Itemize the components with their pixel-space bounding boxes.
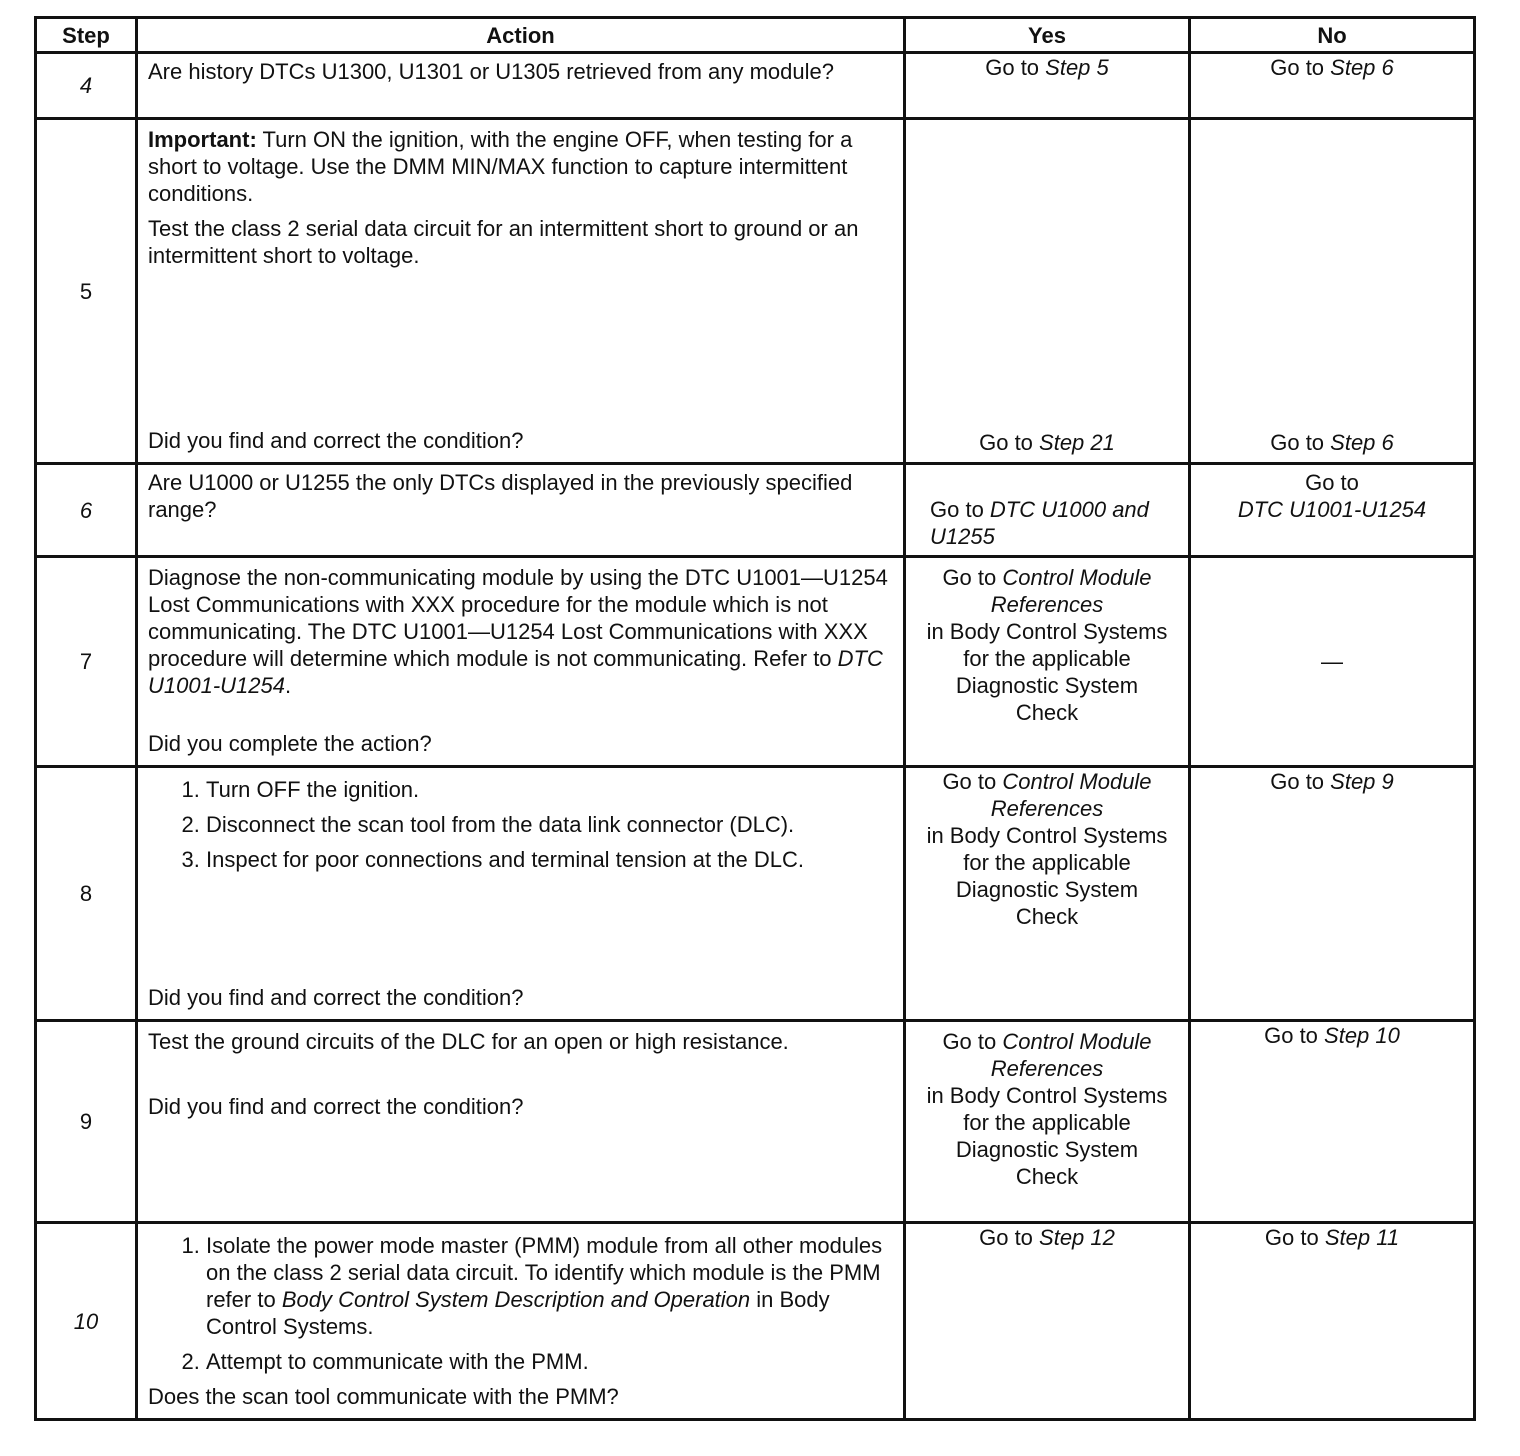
no-goto: Go to Step 9 (1270, 769, 1394, 794)
yes-suffix: in Body Control Systems for the applicable Diagnostic System Check (926, 1083, 1168, 1189)
step-number: 4 (36, 53, 137, 119)
yes-ref: Step 12 (1039, 1225, 1115, 1250)
table-row (36, 119, 1475, 464)
step-list (148, 1232, 895, 1383)
action-cell (137, 1223, 905, 1420)
action-text: Are history DTCs U1300, U1301 or U1305 retrieved from any module? (148, 59, 834, 84)
no-cell (1190, 53, 1475, 119)
list-item: 2. Disconnect the scan tool from the data link connector (DLC). (206, 811, 895, 838)
yes-goto: Go to Control Module References (942, 769, 1152, 821)
yes-cell (905, 464, 1190, 557)
no-goto: Go to Step 6 (1270, 55, 1394, 80)
step-number: 9 (36, 1021, 137, 1223)
no-cell (1190, 1223, 1475, 1420)
action-cell (137, 464, 905, 557)
action-cell (137, 119, 905, 464)
action-ref: DTC U1001-U1254 (148, 646, 883, 698)
yes-ref: DTC U1000 and U1255 (930, 497, 1149, 549)
no-ref: DTC U1001-U1254 (1237, 497, 1427, 522)
yes-goto: Go to Step 12 (979, 1225, 1115, 1250)
yes-cell (905, 557, 1190, 767)
no-ref: Step 9 (1330, 769, 1394, 794)
yes-ref: Control Module References (990, 1029, 1152, 1081)
no-goto: Go to Step 11 (1264, 1225, 1400, 1250)
step-number: 7 (36, 557, 137, 767)
header-step: Step (36, 18, 137, 53)
step-number: 5 (36, 119, 137, 464)
list-item: 1. Turn OFF the ignition. (206, 776, 895, 803)
action-cell (137, 1021, 905, 1223)
yes-goto: Go to Control Module References (942, 565, 1152, 617)
action-cell (137, 767, 905, 1021)
list-item: 1. Isolate the power mode master (PMM) module from all other modules on the class 2 serial data circuit. To identify which module is the PMM refer to Body Control System Description and Operation in Body Control Systems. (206, 1232, 895, 1340)
no-cell (1190, 464, 1475, 557)
action-text: Diagnose the non-communicating module by using the DTC U1001—U1254 Lost Communications with XXX procedure for the module which is not communicating. The DTC U1001—U1254 Lost Communications with XXX procedure will determine which module is not communicating. Refer to DTC U1001-U1254. (148, 565, 888, 698)
no-cell (1190, 119, 1475, 464)
yes-goto: Go to Control Module References (942, 1029, 1152, 1081)
yes-ref: Step 21 (1039, 430, 1115, 455)
no-ref: Step 10 (1324, 1023, 1400, 1048)
no-goto: Go to Step 10 (1264, 1023, 1400, 1048)
yes-goto: Go to DTC U1000 and U1255 (930, 497, 1149, 549)
yes-cell (905, 767, 1190, 1021)
no-ref: Step 6 (1330, 55, 1394, 80)
yes-ref: Control Module References (990, 769, 1152, 821)
list-ref: Body Control System Description and Operation (281, 1287, 751, 1312)
header-row (36, 18, 1475, 53)
no-goto: Go to Step 6 (1270, 430, 1394, 455)
action-cell (137, 53, 905, 119)
action-text: Are U1000 or U1255 the only DTCs displayed in the previously specified range? (148, 470, 853, 522)
yes-cell (905, 119, 1190, 464)
yes-goto: Go to Step 21 (979, 430, 1115, 455)
step-number: 6 (36, 464, 137, 557)
step-number: 10 (36, 1223, 137, 1420)
table-row (36, 1021, 1475, 1223)
yes-ref: Step 5 (1045, 55, 1109, 80)
list-item: 2. Attempt to communicate with the PMM. (206, 1348, 895, 1375)
action-question: Did you find and correct the condition? (148, 1094, 524, 1119)
yes-ref: Control Module References (990, 565, 1152, 617)
no-cell (1190, 1021, 1475, 1223)
no-dash: — (1321, 649, 1343, 674)
yes-goto: Go to Step 5 (985, 55, 1109, 80)
step-list (148, 776, 895, 881)
no-ref: Step 11 (1324, 1225, 1400, 1250)
no-ref: Step 6 (1330, 430, 1394, 455)
no-goto-label: Go to (1305, 470, 1359, 495)
table-row (36, 557, 1475, 767)
action-question: Did you find and correct the condition? (148, 428, 524, 453)
action-question: Does the scan tool communicate with the PMM? (148, 1384, 619, 1409)
action-text: Test the ground circuits of the DLC for an open or high resistance. (148, 1029, 789, 1054)
table-row (36, 767, 1475, 1021)
important-label: Important: (148, 127, 257, 152)
action-question: Did you find and correct the condition? (148, 985, 524, 1010)
header-no: No (1190, 18, 1475, 53)
table-row (36, 53, 1475, 119)
yes-suffix: in Body Control Systems for the applicable Diagnostic System Check (926, 619, 1168, 725)
important-note: Important: Turn ON the ignition, with the engine OFF, when testing for a short to voltage. Use the DMM MIN/MAX function to capture intermittent conditions. (148, 127, 853, 206)
action-question: Did you complete the action? (148, 731, 432, 756)
table-row (36, 1223, 1475, 1420)
yes-suffix: in Body Control Systems for the applicable Diagnostic System Check (926, 823, 1168, 929)
yes-cell (905, 1021, 1190, 1223)
no-cell (1190, 557, 1475, 767)
table-row (36, 464, 1475, 557)
action-text: Test the class 2 serial data circuit for an intermittent short to ground or an intermittent short to voltage. (148, 216, 859, 268)
yes-cell (905, 53, 1190, 119)
yes-cell (905, 1223, 1190, 1420)
diagnostic-table (34, 16, 1476, 1421)
no-cell (1190, 767, 1475, 1021)
list-item: 3. Inspect for poor connections and terminal tension at the DLC. (206, 846, 895, 873)
header-yes: Yes (905, 18, 1190, 53)
step-number: 8 (36, 767, 137, 1021)
action-cell (137, 557, 905, 767)
header-action: Action (137, 18, 905, 53)
